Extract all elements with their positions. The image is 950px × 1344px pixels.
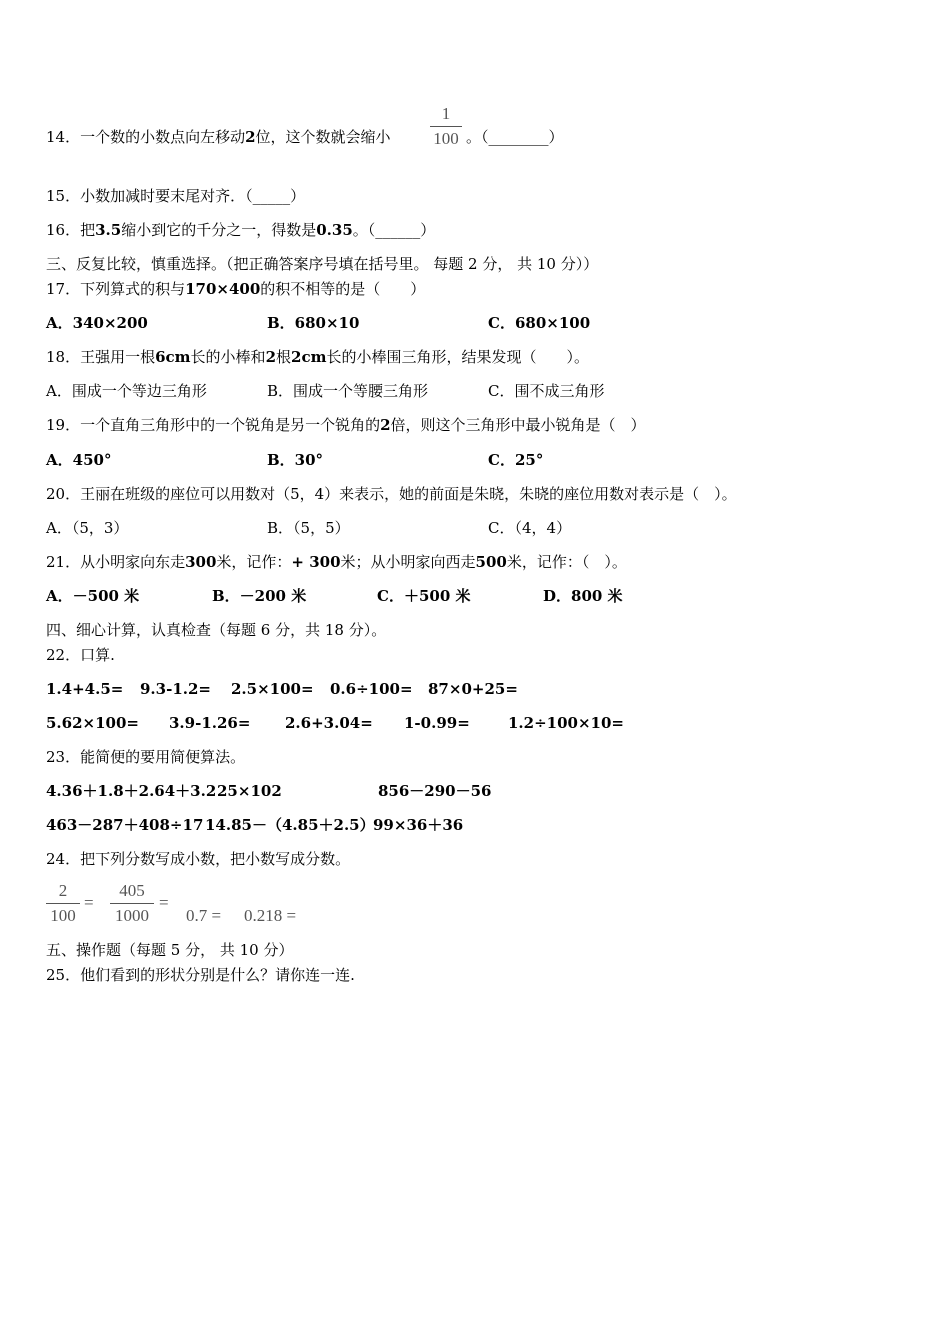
section-4-heading: 四、细心计算，认真检查（每题 6 分，共 18 分）。	[46, 621, 387, 639]
decimal-0-7: 0.7 =	[186, 906, 222, 925]
calc-item: 14.85－（4.85＋2.5）	[205, 816, 375, 834]
calc-item: 5.62×100=	[46, 714, 139, 732]
option-20-b[interactable]: B．（5，5）	[267, 519, 350, 537]
answer-blank-14[interactable]: 。（________）	[466, 128, 564, 146]
fraction-405-1000: 405 1000	[110, 881, 154, 926]
question-25: 25．他们看到的形状分别是什么？请你连一连.	[46, 966, 355, 984]
question-23-title: 23．能简便的要用简便算法。	[46, 748, 246, 766]
option-17-a[interactable]: A．340×200	[46, 314, 148, 332]
option-18-a[interactable]: A．围成一个等边三角形	[46, 382, 207, 400]
calc-item: 4.36＋1.8＋2.64＋3.2	[46, 782, 217, 800]
option-21-a[interactable]: A．－500 米	[46, 587, 140, 605]
question-18: 18．王强用一根6cm长的小棒和2根2cm长的小棒围三角形，结果发现（ ）。	[46, 348, 589, 366]
option-21-c[interactable]: C．＋500 米	[377, 587, 471, 605]
question-20: 20．王丽在班级的座位可以用数对（5，4）来表示，她的前面是朱晓，朱晓的座位用数对表示是（ ）。	[46, 485, 737, 503]
option-18-b[interactable]: B．围成一个等腰三角形	[267, 382, 429, 400]
option-21-b[interactable]: B．－200 米	[212, 587, 307, 605]
calc-item: 1-0.99=	[404, 714, 470, 732]
equals-sign: =	[84, 893, 94, 912]
question-24-title: 24．把下列分数写成小数，把小数写成分数。	[46, 850, 351, 868]
calc-item: 0.6÷100=	[330, 680, 413, 698]
option-17-b[interactable]: B．680×10	[267, 314, 360, 332]
question-15: 15．小数加减时要末尾对齐．（_____）	[46, 187, 306, 205]
option-19-c[interactable]: C．25°	[488, 451, 544, 469]
calc-item: 3.9-1.26=	[169, 714, 251, 732]
section-5-heading: 五、操作题（每题 5 分， 共 10 分）	[46, 941, 294, 959]
fraction-1-100: 1 100	[430, 104, 462, 149]
equals-sign: =	[159, 893, 169, 912]
question-21: 21．从小明家向东走300米，记作：+ 300米；从小明家向西走500米，记作：（ ）。	[46, 553, 627, 571]
question-22-title: 22．口算.	[46, 646, 115, 664]
calc-item: 1.2÷100×10=	[508, 714, 624, 732]
option-19-a[interactable]: A．450°	[46, 451, 112, 469]
question-14: 14．一个数的小数点向左移动2位，这个数就会缩小	[46, 128, 391, 146]
calc-item: 25×102	[217, 782, 282, 800]
option-21-d[interactable]: D．800 米	[543, 587, 623, 605]
question-17: 17．下列算式的积与170×400的积不相等的是（ ）	[46, 280, 426, 298]
calc-item: 2.6+3.04=	[285, 714, 373, 732]
calc-item: 87×0+25=	[428, 680, 518, 698]
section-3-heading: 三、反复比较，慎重选择。（把正确答案序号填在括号里。 每题 2 分， 共 10 分））	[46, 255, 599, 273]
option-17-c[interactable]: C．680×100	[488, 314, 591, 332]
option-20-c[interactable]: C．（4，4）	[488, 519, 572, 537]
calc-item: 99×36＋36	[373, 816, 464, 834]
question-16: 16．把3.5缩小到它的千分之一，得数是0.35。（______）	[46, 221, 436, 239]
option-18-c[interactable]: C．围不成三角形	[488, 382, 605, 400]
option-20-a[interactable]: A．（5，3）	[46, 519, 129, 537]
option-19-b[interactable]: B．30°	[267, 451, 324, 469]
calc-item: 856－290－56	[378, 782, 492, 800]
decimal-0-218: 0.218 =	[244, 906, 297, 925]
calc-item: 1.4+4.5=	[46, 680, 124, 698]
fraction-2-100: 2 100	[46, 881, 80, 926]
calc-item: 463－287＋408÷17	[46, 816, 204, 834]
calc-item: 2.5×100=	[231, 680, 314, 698]
question-19: 19．一个直角三角形中的一个锐角是另一个锐角的2倍，则这个三角形中最小锐角是（ ）	[46, 416, 646, 434]
calc-item: 9.3-1.2=	[140, 680, 211, 698]
